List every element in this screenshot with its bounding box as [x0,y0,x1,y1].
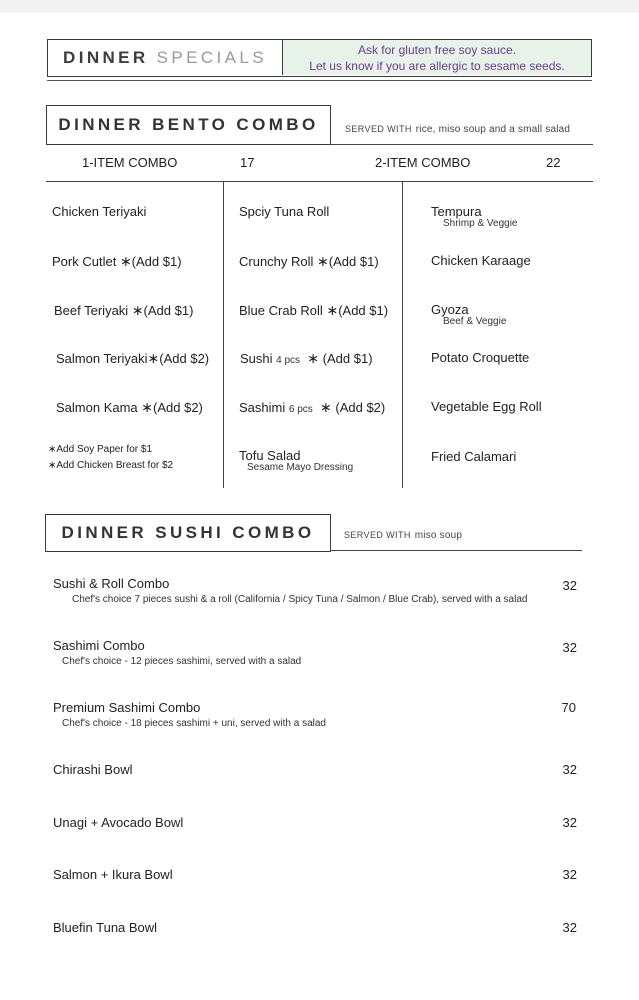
item-subtitle: Sesame Mayo Dressing [247,462,354,473]
notice-line-1: Ask for gluten free soy sauce. [357,42,517,57]
item-addon: (Add $1) [143,303,194,318]
sushi-item-name: Bluefin Tuna Bowl [53,920,158,935]
bento-item [54,302,193,319]
item-name: Chicken Teriyaki [52,204,147,219]
asterisk-icon: ∗ [48,460,57,471]
column-divider-2 [402,182,403,488]
bento-item [239,204,329,219]
asterisk-icon: ∗ [141,399,154,415]
bento-item [52,253,182,270]
sushi-item-desc: Chef's choice - 12 pieces sashimi, served with a salad [62,656,302,667]
note-text: Add Soy Paper for $1 [56,444,153,455]
sushi-item-price: 32 [562,920,577,935]
item-addon: (Add $1) [328,254,379,269]
bento-item [52,204,146,219]
addon-note [48,460,173,471]
one-item-combo-price: 17 [240,155,255,170]
item-name: Pork Cutlet [52,254,117,269]
bento-item [239,253,379,270]
sushi-served-items: miso soup [414,530,463,541]
item-addon: (Add $1) [131,254,182,269]
item-subtitle: Shrimp & Veggie [443,218,518,229]
specials-header [47,39,592,77]
specials-title-light: SPECIALS [156,47,267,67]
sushi-served-label: SERVED WITH [344,530,411,540]
column-divider-1 [223,182,224,488]
item-name: Tofu Salad [239,448,301,463]
item-name: Tempura [431,204,482,219]
sushi-item-desc: Chef's choice 7 pieces sushi & a roll (California / Spicy Tuna / Salmon / Blue Crab), served with a salad [72,594,528,605]
sushi-item-price: 32 [562,815,577,830]
sushi-item-price: 32 [562,762,577,777]
specials-title-bold: DINNER [63,47,149,67]
item-name: Chicken Karaage [431,253,531,268]
item-addon: (Add $2) [335,400,386,415]
item-name: Sashimi [239,400,286,415]
bento-item [431,253,531,268]
asterisk-icon: ∗ [326,302,339,318]
notice-line-2: Let us know if you are allergic to sesame seeds. [309,58,565,73]
bento-served-with [345,124,570,135]
bento-item [239,448,300,463]
item-name: Potato Croquette [431,350,530,365]
sushi-served-with [344,530,462,541]
sushi-item-desc: Chef's choice - 18 pieces sashimi + uni, served with a salad [62,718,326,729]
item-name: Crunchy Roll [239,254,314,269]
sushi-item-price: 32 [562,578,577,593]
two-item-combo-price: 22 [546,155,561,170]
asterisk-icon: ∗ [307,350,320,366]
bento-item [431,302,469,317]
item-name: Spciy Tuna Roll [239,204,330,219]
sushi-item-name: Salmon + Ikura Bowl [53,867,173,882]
allergy-notice [282,40,591,75]
bento-section-title: DINNER BENTO COMBO [46,105,331,145]
sushi-item-name: Unagi + Avocado Bowl [53,815,184,830]
bento-table-rule [46,181,593,182]
bento-item [431,449,516,464]
sushi-item-name: Sashimi Combo [53,638,145,653]
sushi-section-title: DINNER SUSHI COMBO [45,514,331,552]
two-item-combo-label: 2-ITEM COMBO [375,155,471,170]
bento-served-items: rice, miso soup and a small salad [415,124,571,135]
asterisk-icon: ∗ [48,444,57,455]
sushi-item-price: 32 [562,640,577,655]
item-qty: 6 pcs [288,404,313,415]
bento-header-rule [331,144,593,145]
bento-item [431,204,482,219]
asterisk-icon: ∗ [147,350,160,366]
sushi-item-name: Sushi & Roll Combo [53,576,170,591]
one-item-combo-label: 1-ITEM COMBO [82,155,178,170]
top-strip [0,0,639,13]
bento-item [431,399,542,414]
sushi-item-name: Premium Sashimi Combo [53,700,201,715]
asterisk-icon: ∗ [320,399,332,415]
asterisk-icon: ∗ [119,253,132,269]
item-addon: (Add $1) [338,303,389,318]
addon-note [48,444,152,455]
specials-title [48,40,282,75]
bento-item [56,399,203,416]
item-addon: (Add $1) [322,351,373,366]
item-name: Salmon Teriyaki [56,351,148,366]
bento-item [239,302,388,319]
sushi-item-price: 32 [562,867,577,882]
item-qty: 4 pcs [276,355,301,366]
asterisk-icon: ∗ [131,302,144,318]
bento-item [56,350,209,367]
bento-item [431,350,529,365]
item-name: Sushi [240,351,273,366]
item-subtitle: Beef & Veggie [443,316,507,327]
divider [47,80,592,81]
item-name: Gyoza [431,302,469,317]
note-text: Add Chicken Breast for $2 [56,460,174,471]
bento-item [240,350,373,367]
sushi-header-rule [331,550,582,551]
asterisk-icon: ∗ [317,253,329,269]
item-name: Salmon Kama [56,400,138,415]
item-name: Blue Crab Roll [239,303,323,318]
sushi-item-price: 70 [561,700,576,715]
item-name: Beef Teriyaki [54,303,129,318]
item-name: Vegetable Egg Roll [431,399,542,414]
item-addon: (Add $2) [153,400,203,415]
item-addon: (Add $2) [159,351,210,366]
sushi-item-name: Chirashi Bowl [53,762,133,777]
bento-served-label: SERVED WITH [345,124,412,134]
bento-item [239,399,385,416]
item-name: Fried Calamari [431,449,517,464]
